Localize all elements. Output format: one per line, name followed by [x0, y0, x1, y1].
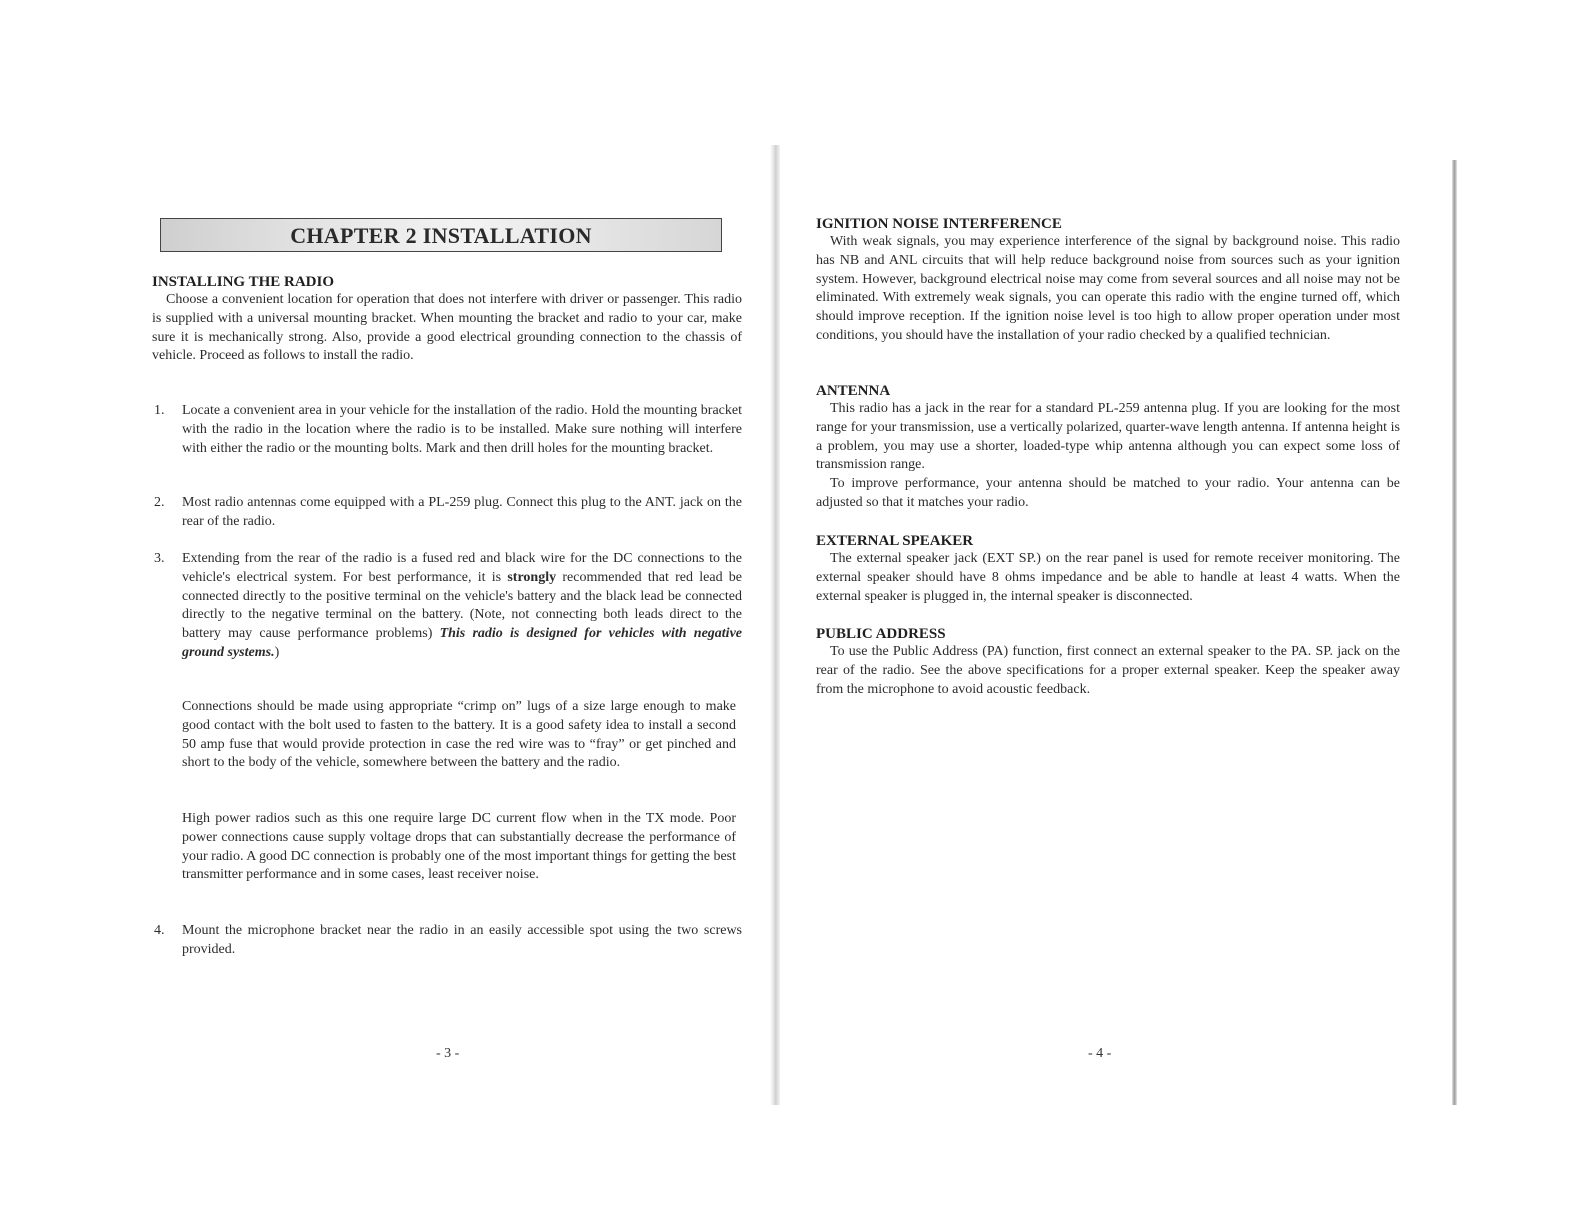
close-paren: )	[274, 644, 280, 660]
step-text: Most radio antennas come equipped with a PL-259 plug. Connect this plug to the ANT. jack on the rear of the radio.	[182, 495, 742, 529]
step-text-part: recommended that red lead be connected directly to the positive terminal on the vehicle's battery and the black lead be connected directly to the negative terminal on the battery. (Note, not connecting both leads direct to the battery may cause performance problems)	[182, 569, 743, 642]
step-number: 3.	[154, 551, 165, 566]
connections-text: Connections should be made using appropriate “crimp on” lugs of a size large enough to make good contact with the bolt used to fasten to the battery. It is a good safety idea to install a second 50 amp fuse that would provide protection in case the red wire was to “fray” or get pinched and short to the body of the vehicle, somewhere between the battery and the radio.	[182, 699, 736, 771]
external-speaker-heading: EXTERNAL SPEAKER	[816, 533, 974, 549]
step-3-connections-paragraph	[182, 698, 736, 773]
page-edge-shadow	[1452, 160, 1457, 1105]
antenna-section	[816, 383, 1400, 513]
step-3-power-paragraph	[182, 810, 736, 885]
page-fold-shadow	[770, 145, 780, 1105]
power-text: High power radios such as this one require large DC current flow when in the TX mode. Poor power connections cause supply voltage drops that can substantially decrease the performance of your radio. A good DC connection is probably one of the most important things for getting the best transmitter performance and in some cases, least receiver noise.	[182, 811, 736, 883]
chapter-banner	[160, 218, 722, 252]
external-speaker-text: The external speaker jack (EXT SP.) on the rear panel is used for remote receiver monitoring. The external speaker should have 8 ohms impedance and be able to handle at least 4 watts. When the external speaker is plugged in, the internal speaker is disconnected.	[816, 551, 1400, 604]
step-number: 1.	[154, 403, 165, 418]
external-speaker-section	[816, 533, 1400, 606]
step-number: 2.	[154, 495, 165, 510]
ignition-section	[816, 216, 1400, 346]
installing-section	[152, 274, 742, 366]
page-number-right: - 4 -	[1088, 1046, 1112, 1061]
left-page	[152, 0, 742, 1224]
public-address-heading: PUBLIC ADDRESS	[816, 626, 946, 642]
antenna-text-2: To improve performance, your antenna should be matched to your radio. Your antenna can be adjusted so that it matches your radio.	[816, 476, 1400, 510]
installing-intro: Choose a convenient location for operation that does not interfere with driver or passenger. This radio is supplied with a universal mounting bracket. When mounting the bracket and radio to your car, make sure it is mechanically strong. Also, provide a good electrical grounding connection to the chassis of vehicle. Proceed as follows to install the radio.	[152, 292, 742, 364]
step-text	[182, 550, 742, 663]
strongly-emphasis: strongly	[507, 569, 557, 585]
step-text: Locate a convenient area in your vehicle for the installation of the radio. Hold the mounting bracket with the radio in the location where the radio is to be installed. Make sure nothing will interfere with either the radio or the mounting bolts. Mark and then drill holes for the mounting bracket.	[182, 403, 742, 456]
page-number-left: - 3 -	[436, 1046, 460, 1061]
right-page	[816, 0, 1400, 1224]
step-text-part: Extending from the rear of the radio is a fused red and black wire for the DC connections to the vehicle's electrical system. For best performance, it is	[182, 551, 742, 585]
negative-ground-note: This radio is designed for vehicles with negative ground systems.	[182, 626, 742, 660]
public-address-text: To use the Public Address (PA) function, first connect an external speaker to the PA. SP. jack on the rear of the radio. See the above specifications for a proper external speaker. Keep the speaker away from the microphone to avoid acoustic feedback.	[816, 644, 1400, 697]
ignition-text: With weak signals, you may experience interference of the signal by background noise. This radio has NB and ANL circuits that will help reduce background noise from sources such as your ignition system. However, background electrical noise may come from several sources and all noise may not be eliminated. With extremely weak signals, you can operate this radio with the engine turned off, which should improve reception. If the ignition noise level is too high to allow proper operation under most conditions, you should have the installation of your radio checked by a qualified technician.	[816, 234, 1400, 343]
ignition-heading: IGNITION NOISE INTERFERENCE	[816, 216, 1062, 232]
installing-heading: INSTALLING THE RADIO	[152, 274, 334, 290]
step-number: 4.	[154, 923, 165, 938]
public-address-section	[816, 626, 1400, 699]
antenna-text-1: This radio has a jack in the rear for a standard PL-259 antenna plug. If you are looking for the most range for your transmission, use a vertically polarized, quarter-wave length antenna. If antenna height is a problem, you may use a shorter, loaded-type whip antenna although you can expect some loss of transmission range.	[816, 401, 1400, 473]
step-4	[152, 922, 742, 960]
step-text: Mount the microphone bracket near the radio in an easily accessible spot using the two screws provided.	[182, 923, 742, 957]
step-3	[152, 550, 742, 663]
antenna-heading: ANTENNA	[816, 383, 891, 399]
step-2	[152, 494, 742, 532]
step-1	[152, 402, 742, 458]
chapter-title: CHAPTER 2 INSTALLATION	[290, 223, 592, 248]
